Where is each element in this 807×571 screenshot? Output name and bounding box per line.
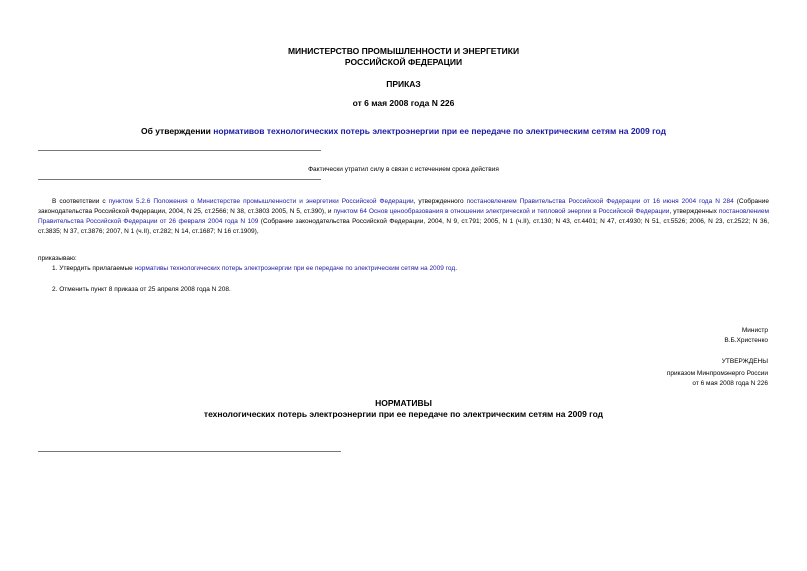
order-item-1: [38, 264, 769, 274]
preamble-link-1[interactable]: пунктом 5.2.6 Положения о Министерстве промышленности и энергетики Российской Федерации: [108, 198, 414, 205]
signature-block: [724, 326, 768, 346]
preamble-paragraph: [38, 197, 769, 237]
document-date-number: от 6 мая 2008 года N 226: [352, 98, 455, 108]
preamble-link-2[interactable]: постановлением Правительства Российской Федерации от 16 июня 2004 года N 284: [466, 198, 734, 205]
rule-footer: [38, 451, 341, 452]
title-prefix: Об утверждении: [141, 126, 214, 136]
signature-position: Министр: [741, 327, 768, 334]
item-1-link[interactable]: нормативы технологических потерь электроэнергии при ее передаче по электрическим сетям на 2009 год: [134, 265, 456, 272]
preamble-text-5: (Собрание законодательства Российской Федерации, 2004, N 9, ст.791; 2005, N 1 (ч.II), ст.130; N 43, ст.4401; N 47, ст.4930; N 51, ст.5526; 2006, N 23, ст.2522; N 36, ст.3835; N 37, ст.3876; 2007, N 1 (ч.II), ст.282; N 14, ст.1687; N 16 ст.1909),: [38, 218, 769, 235]
document-title: [0, 126, 807, 136]
preamble-link-3[interactable]: пунктом 64 Основ ценообразования в отношении электрической и тепловой энергии в Российской Федерации: [333, 208, 670, 215]
order-item-2: 2. Отменить пункт 8 приказа от 25 апреля 2008 года N 208.: [52, 286, 231, 293]
rule-bottom: [38, 179, 321, 180]
appendix-title: НОРМАТИВЫ: [375, 398, 432, 408]
title-link[interactable]: нормативов технологических потерь электроэнергии при ее передаче по электрическим сетям на 2009 год: [213, 126, 666, 136]
item-1-prefix: 1. Утвердить прилагаемые: [52, 265, 135, 272]
signature-name: В.Б.Христенко: [724, 337, 768, 344]
item-1-suffix: .: [455, 265, 458, 272]
preamble-text-3: (Собрание законодательства Российской Федерации, 2004, N 25, ст.2566; N 38, ст.3803 2005, N 5, ст.390), и: [38, 198, 770, 215]
approval-line-1: УТВЕРЖДЕНЫ: [721, 358, 768, 365]
approval-block: [667, 357, 768, 389]
preamble-text-1: В соответствии с: [52, 198, 109, 205]
document-type: ПРИКАЗ: [386, 79, 421, 89]
rule-top: [38, 150, 321, 151]
approval-line-2: приказом Минпромэнерго России: [666, 370, 768, 377]
approval-line-3: от 6 мая 2008 года N 226: [692, 380, 768, 387]
preamble-text-4: , утвержденных: [669, 208, 719, 215]
order-word: приказываю:: [38, 255, 77, 262]
appendix-subtitle: технологических потерь электроэнергии при ее передаче по электрическим сетям на 2009 год: [203, 409, 604, 419]
ministry-line-1: МИНИСТЕРСТВО ПРОМЫШЛЕННОСТИ И ЭНЕРГЕТИКИ: [287, 46, 520, 56]
preamble-link-4[interactable]: постановлением Правительства Российской Федерации от 26 февраля 2004 года N 109: [38, 208, 769, 225]
ministry-line-2: РОССИЙСКОЙ ФЕДЕРАЦИИ: [344, 57, 463, 67]
status-note: Фактически утратил силу в связи с истечением срока действия: [308, 166, 499, 173]
preamble-text-2: , утвержденного: [413, 198, 467, 205]
ministry-heading: [0, 46, 807, 68]
